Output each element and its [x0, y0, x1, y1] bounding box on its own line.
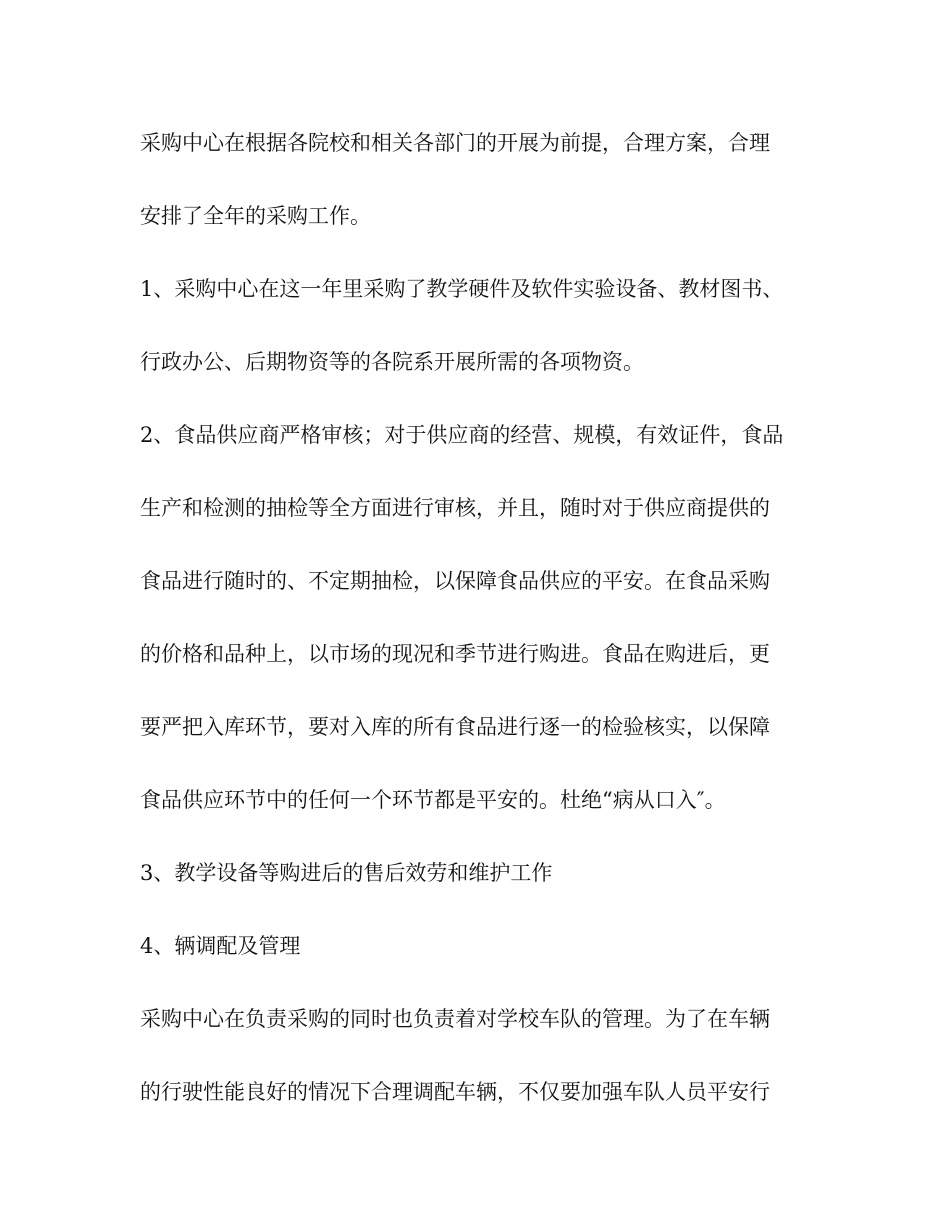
- text-line: 安排了全年的采购工作。: [140, 204, 371, 228]
- text-line: 食品供应环节中的任何一个环节都是平安的。杜绝“病从口入″。: [140, 788, 726, 812]
- text-line: 行政办公、后期物资等的各院系开展所需的各项物资。: [140, 350, 644, 374]
- text-line: 采购中心在根据各院校和相关各部门的开展为前提，合理方案，合理: [140, 131, 770, 155]
- text-line: 3、教学设备等购进后的售后效劳和维护工作: [140, 861, 553, 885]
- text-line: 的行驶性能良好的情况下合理调配车辆，不仅要加强车队人员平安行: [140, 1080, 770, 1104]
- text-line: 生产和检测的抽检等全方面进行审核，并且，随时对于供应商提供的: [140, 496, 770, 520]
- text-line: 4、辆调配及管理: [140, 934, 301, 958]
- text-line: 要严把入库环节，要对入库的所有食品进行逐一的检验核实，以保障: [140, 715, 770, 739]
- text-line: 1、采购中心在这一年里采购了教学硬件及软件实验设备、教材图书、: [140, 277, 784, 301]
- text-line: 食品进行随时的、不定期抽检，以保障食品供应的平安。在食品采购: [140, 569, 770, 593]
- text-line: 2、食品供应商严格审核；对于供应商的经营、规模，有效证件，食品: [140, 423, 784, 447]
- text-line: 的价格和品种上，以市场的现况和季节进行购进。食品在购进后，更: [140, 642, 770, 666]
- text-line: 采购中心在负责采购的同时也负责着对学校车队的管理。为了在车辆: [140, 1007, 770, 1031]
